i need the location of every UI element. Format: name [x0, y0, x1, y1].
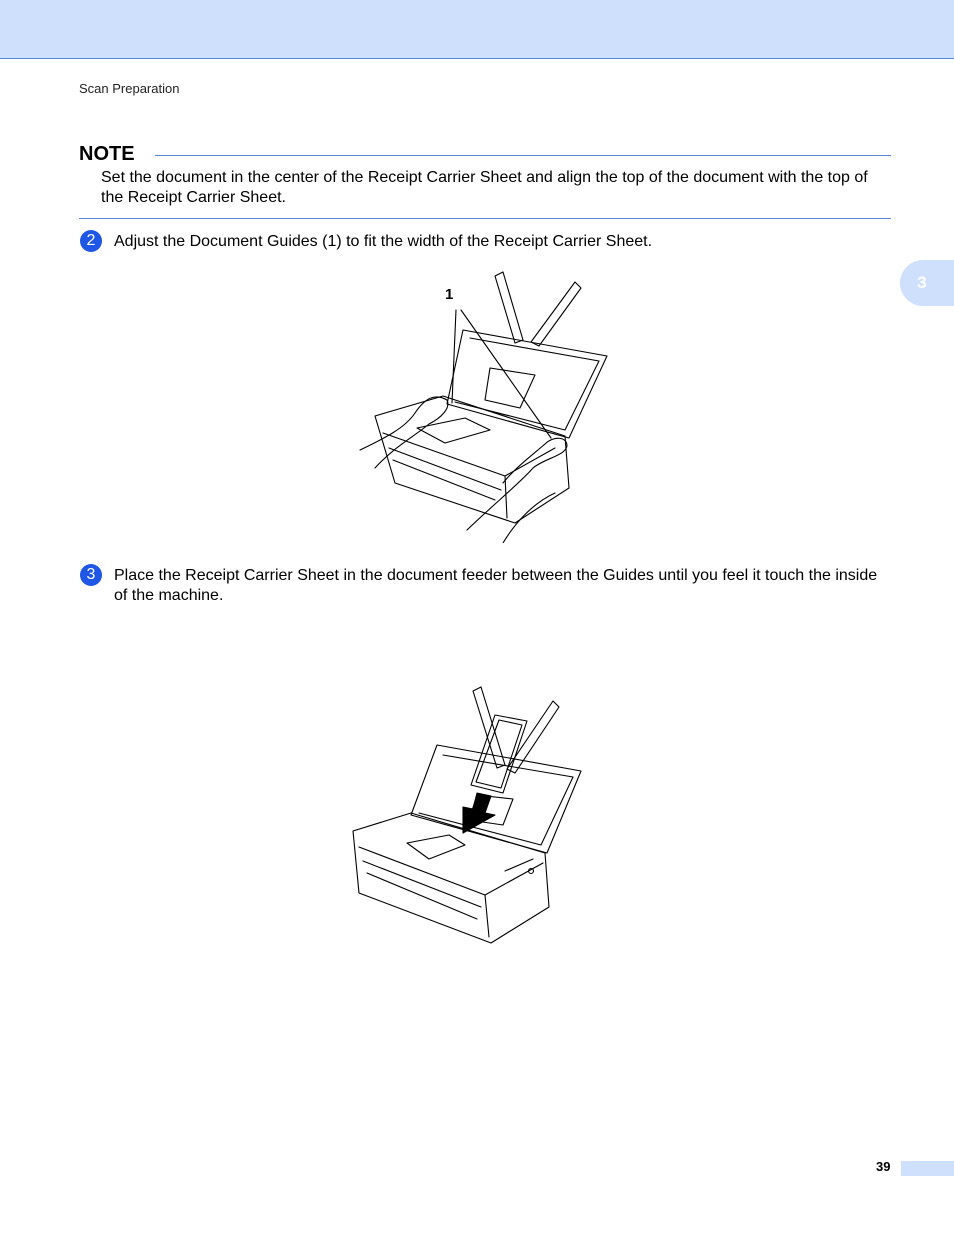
- note-divider: [155, 155, 891, 156]
- step-3-number-icon: 3: [80, 564, 102, 586]
- step-3-text: Place the Receipt Carrier Sheet in the document feeder between the Guides until you feel it touch the inside of the machine.: [114, 567, 878, 604]
- note-heading: NOTE: [79, 143, 135, 165]
- note-text: Set the document in the center of the Receipt Carrier Sheet and align the top of the document with the top of the Receipt Carrier Sheet.: [101, 169, 868, 206]
- step-2-number-icon: 2: [80, 230, 102, 252]
- guide-callout-label: 1: [445, 286, 454, 303]
- scanner-insert-sheet-illustration: [345, 685, 590, 947]
- step-2-text: Adjust the Document Guides (1) to fit the width of the Receipt Carrier Sheet.: [114, 233, 653, 250]
- page-tab: [901, 1161, 954, 1176]
- chapter-tab-number: 3: [917, 273, 927, 292]
- header-band: [0, 0, 954, 59]
- section-label: Scan Preparation: [79, 81, 180, 96]
- page-number: 39: [876, 1159, 891, 1174]
- chapter-tab[interactable]: [900, 260, 954, 306]
- scanner-guides-illustration: [355, 268, 615, 543]
- note-bottom-divider: [79, 218, 891, 219]
